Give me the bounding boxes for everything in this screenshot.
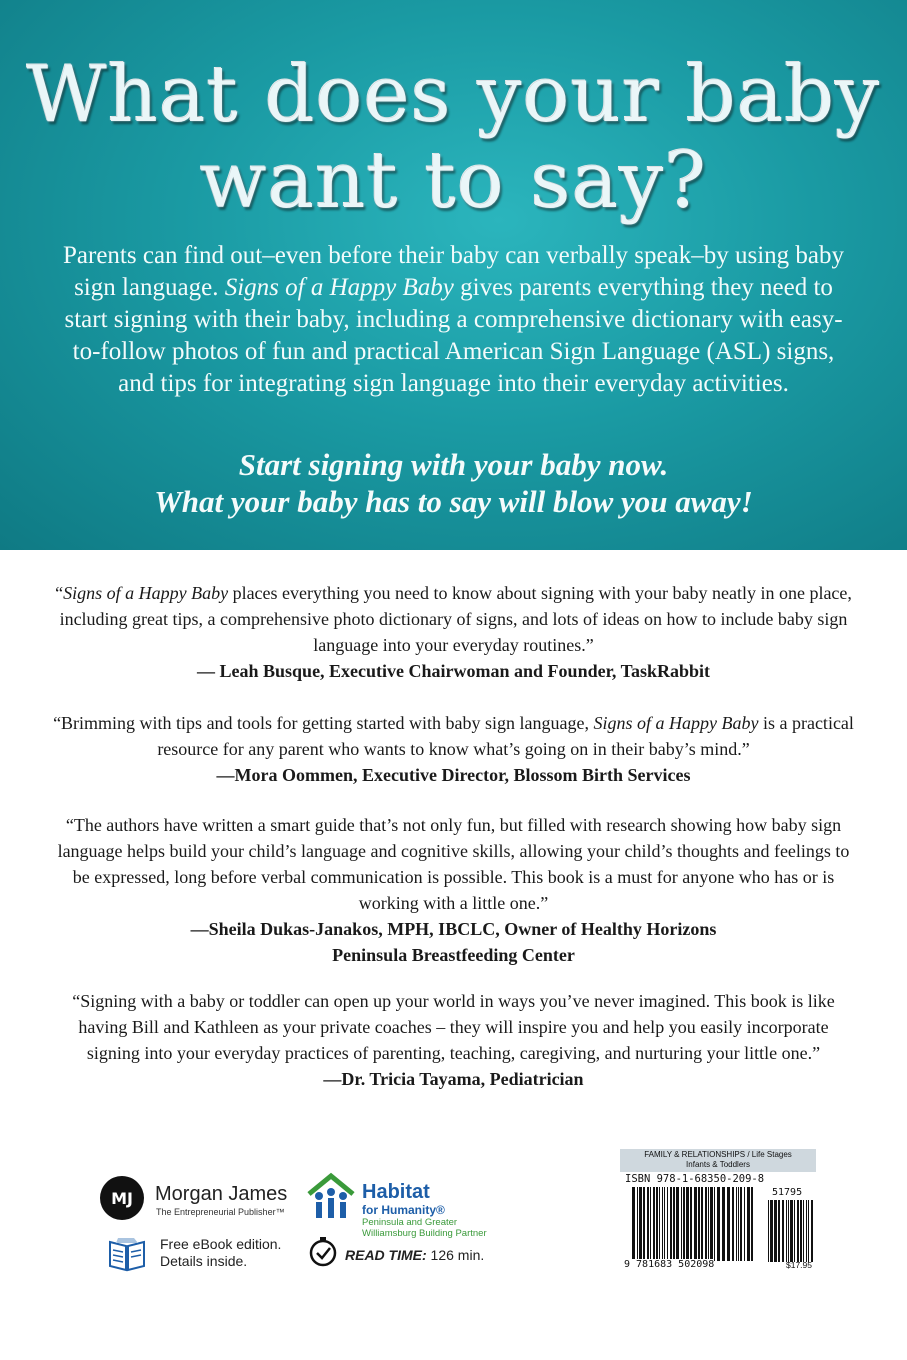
barcode-bar	[667, 1187, 668, 1261]
barcode-bar	[717, 1187, 720, 1261]
barcode-bar	[676, 1187, 679, 1261]
barcode-bar	[681, 1187, 682, 1261]
ebook-line-1: Free eBook edition.	[160, 1236, 282, 1252]
barcode-bar	[656, 1187, 658, 1261]
q1-attribution: — Leah Busque, Executive Chairwoman and Founder, TaskRabbit	[197, 661, 710, 681]
barcode-bar	[794, 1200, 795, 1262]
barcode-bar	[732, 1187, 734, 1261]
barcode-bar	[736, 1187, 737, 1261]
barcode-bar	[811, 1200, 813, 1262]
category-line-2: Infants & Toddlers	[686, 1160, 750, 1169]
barcode-bar	[698, 1187, 700, 1261]
habitat-subtitle: for Humanity®	[362, 1203, 445, 1217]
ebook-icon	[104, 1234, 150, 1274]
barcode-bar	[690, 1187, 692, 1261]
barcode-bar	[714, 1187, 715, 1261]
testimonial-2	[50, 710, 857, 788]
hero-panel	[0, 0, 907, 550]
barcode-addon-bars	[768, 1200, 814, 1262]
barcode-bar	[662, 1187, 663, 1261]
price: $17.95	[786, 1260, 812, 1270]
q2-title: Signs of a Happy Baby	[593, 713, 759, 733]
barcode-bar	[632, 1187, 635, 1261]
barcode-bar	[643, 1187, 645, 1261]
headline-line-1: What does your baby	[26, 50, 881, 140]
headline-line-2: want to say?	[199, 136, 708, 226]
q2-text-after: is a practical resource for any parent who wants to know what’s going on in their baby’s mind.”	[157, 713, 854, 759]
testimonial-3	[50, 812, 857, 968]
barcode-bar	[637, 1187, 638, 1261]
barcode-bar	[803, 1200, 804, 1262]
barcode-bar	[786, 1200, 787, 1262]
habitat-location	[362, 1217, 487, 1239]
barcode-bar	[659, 1187, 660, 1261]
category-label	[620, 1149, 816, 1172]
q2-attribution: —Mora Oommen, Executive Director, Blossom Birth Services	[216, 765, 691, 785]
barcode-bar	[797, 1200, 799, 1262]
barcode-bar	[740, 1187, 742, 1261]
read-time-label: READ TIME:	[345, 1247, 427, 1263]
barcode-bar	[744, 1187, 745, 1261]
barcode-bar	[790, 1200, 793, 1262]
isbn-text: ISBN 978-1-68350-209-8	[625, 1173, 765, 1185]
read-time	[345, 1247, 484, 1263]
barcode-bar	[738, 1187, 739, 1261]
barcode-bar	[770, 1200, 773, 1262]
barcode-bar	[686, 1187, 689, 1261]
intro-text-1: Parents can find out–even before their baby can verbally speak–by using baby sign language.	[63, 242, 844, 301]
ebook-line-2: Details inside.	[160, 1253, 248, 1269]
read-time-value: 126 min.	[426, 1247, 485, 1263]
barcode-bar	[650, 1187, 651, 1261]
publisher-name: Morgan James	[155, 1183, 288, 1205]
q4-text: “Signing with a baby or toddler can open up your world in ways you’ve never imagined. This book is like having Bill and Kathleen as your private coaches – they will inspire you and help you easily incorporate signing into your everyday practices of parenting, teaching, caregiving, and nurturing your little one.”	[72, 991, 835, 1063]
habitat-location-line-1: Peninsula and Greater	[362, 1217, 458, 1228]
q4-attribution: —Dr. Tricia Tayama, Pediatrician	[323, 1069, 584, 1089]
tagline-line-1: Start signing with your baby now.	[238, 447, 669, 482]
barcode-main-bars	[632, 1187, 754, 1261]
q2-text-before: “Brimming with tips and tools for getting started with baby sign language,	[53, 713, 594, 733]
publisher-subtitle: The Entrepreneurial Publisher™	[156, 1207, 285, 1217]
barcode-addon-number: 51795	[772, 1187, 803, 1198]
barcode-bar	[768, 1200, 769, 1262]
tagline-line-2: What your baby has to say will blow you away!	[154, 484, 753, 519]
testimonial-1	[50, 580, 857, 684]
q3-attribution-line-2: Peninsula Breastfeeding Center	[332, 945, 575, 965]
barcode-bar	[778, 1200, 780, 1262]
barcode-bar	[788, 1200, 789, 1262]
barcode-bar	[673, 1187, 675, 1261]
barcode-bar	[774, 1200, 777, 1262]
barcode-digits: 9 781683 502098	[624, 1259, 715, 1270]
barcode-bar	[683, 1187, 685, 1261]
barcode-bar	[694, 1187, 697, 1261]
barcode-bar	[664, 1187, 665, 1261]
barcode-bar	[806, 1200, 807, 1262]
clock-icon	[307, 1236, 339, 1268]
barcode-bar	[782, 1200, 784, 1262]
barcode-bar	[653, 1187, 655, 1261]
habitat-location-line-2: Williamsburg Building Partner	[362, 1228, 487, 1239]
q3-attribution-line-1: —Sheila Dukas-Janakos, MPH, IBCLC, Owner of Healthy Horizons	[190, 919, 717, 939]
q3-text: “The authors have written a smart guide that’s not only fun, but filled with research showing how baby sign language helps build your child’s language and cognitive skills, allowing your child’s thoughts and feelings to be expressed, long before verbal communication is possible. This book is a must for anyone who has or is working with a little one.”	[57, 815, 850, 913]
barcode-bar	[751, 1187, 753, 1261]
barcode-bar	[670, 1187, 672, 1261]
barcode-bar	[722, 1187, 725, 1261]
barcode-bar	[710, 1187, 713, 1261]
ebook-offer	[160, 1236, 281, 1270]
testimonial-4	[50, 988, 857, 1092]
barcode-bar	[747, 1187, 750, 1261]
barcode-bar	[701, 1187, 703, 1261]
q1-title: Signs of a Happy Baby	[63, 583, 229, 603]
habitat-name: Habitat	[362, 1181, 430, 1203]
barcode-bar	[639, 1187, 642, 1261]
barcode-bar	[800, 1200, 802, 1262]
morgan-james-logo-icon: MJ	[100, 1176, 144, 1220]
q1-open: “	[55, 583, 64, 603]
barcode-bar	[705, 1187, 707, 1261]
habitat-house-icon	[305, 1172, 357, 1222]
barcode-bar	[708, 1187, 709, 1261]
barcode-bar	[727, 1187, 730, 1261]
intro-book-title: Signs of a Happy Baby	[224, 274, 454, 301]
intro-text-2: gives parents everything they need to start signing with their baby, including a comprehensive dictionary with easy-to-follow photos of fun and practical American Sign Language (ASL) signs, and tips for integrating sign language into their everyday activities.	[64, 274, 843, 397]
q1-text: places everything you need to know about signing with your baby neatly in one place, including great tips, a comprehensive photo dictionary of signs, and lots of ideas on how to include baby sign language into your everyday routines.”	[59, 583, 852, 655]
barcode-bar	[647, 1187, 649, 1261]
barcode-bar	[808, 1200, 809, 1262]
category-line-1: FAMILY & RELATIONSHIPS / Life Stages	[644, 1150, 792, 1159]
intro-paragraph	[60, 240, 847, 400]
